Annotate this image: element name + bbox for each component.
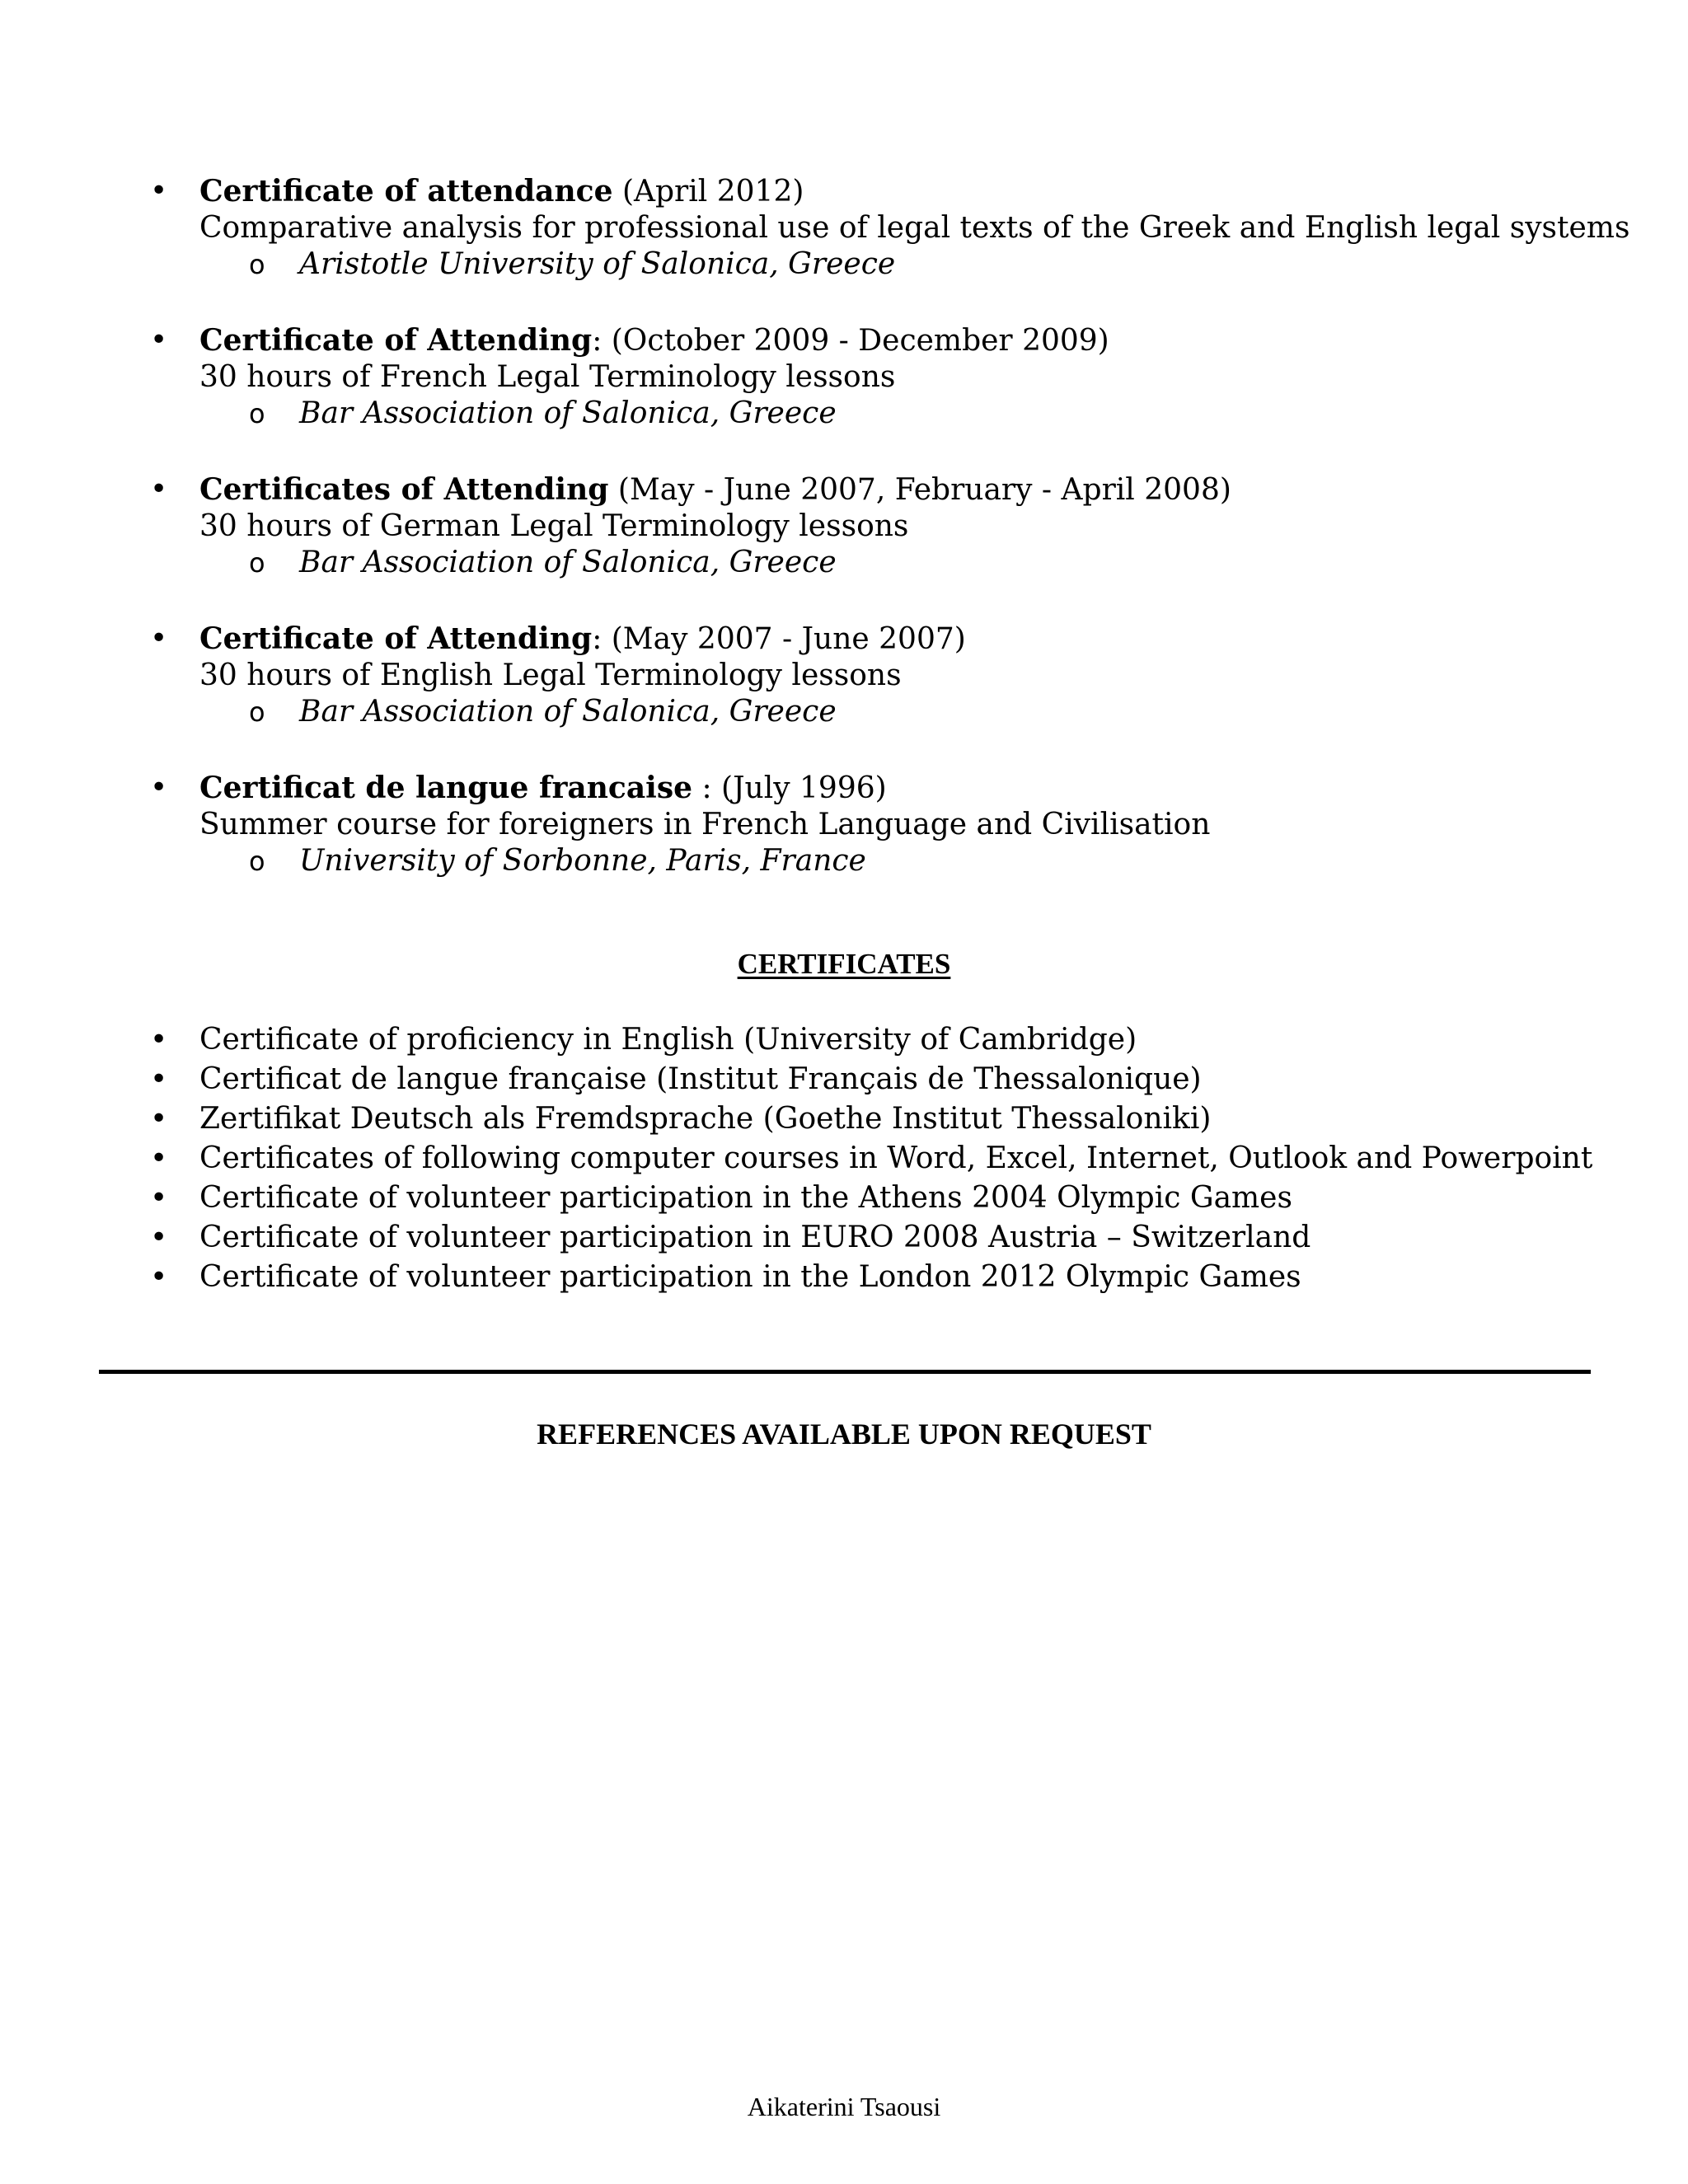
education-entry-date: : (May 2007 - June 2007): [592, 622, 966, 656]
bullet-icon: •: [150, 1260, 168, 1294]
certificate-item-text: Certificates of following computer courses in Word, Excel, Internet, Outlook and Powerpoint: [199, 1141, 1593, 1175]
education-entry-institution: Bar Association of Salonica, Greece: [299, 546, 837, 579]
education-entry-title: Certificate of Attending: [199, 323, 593, 358]
certificate-item: [147, 1099, 1663, 1139]
bullet-icon: •: [150, 1181, 168, 1215]
bullet-icon: •: [150, 174, 168, 208]
education-entry-institution-row: [199, 694, 1647, 730]
certificates-heading: CERTIFICATES: [737, 948, 951, 980]
education-entry-title: Certificate of Attending: [199, 621, 593, 656]
education-list: [147, 173, 1647, 919]
education-entry-title: Certificates of Attending: [199, 472, 609, 507]
bullet-icon: •: [150, 1102, 168, 1136]
certificate-item: [147, 1020, 1663, 1060]
certificate-item-text: Zertifikat Deutsch als Fremdsprache (Goethe Institut Thessaloniki): [199, 1102, 1212, 1136]
certificate-item-text: Certificate of volunteer participation in the London 2012 Olympic Games: [199, 1260, 1301, 1294]
certificate-item: [147, 1060, 1663, 1099]
sub-bullet-icon: o: [249, 547, 265, 579]
bullet-icon: •: [150, 621, 168, 655]
certificate-item: [147, 1258, 1663, 1297]
sub-bullet-icon: o: [249, 846, 265, 877]
bullet-icon: •: [150, 323, 168, 357]
education-entry-header: [199, 324, 1109, 358]
bullet-icon: •: [150, 771, 168, 804]
education-entry-header: [199, 771, 887, 805]
certificate-item-text: Certificate of volunteer participation in the Athens 2004 Olympic Games: [199, 1181, 1292, 1215]
education-entry-date: (May - June 2007, February - April 2008): [608, 473, 1231, 507]
sub-bullet-icon: o: [249, 249, 265, 280]
bullet-icon: •: [150, 1141, 168, 1175]
education-entry: [147, 173, 1647, 283]
education-entry-description: 30 hours of German Legal Terminology lessons: [199, 509, 909, 543]
certificates-list: [147, 1020, 1663, 1297]
education-entry-header: [199, 175, 804, 209]
education-entry-institution: University of Sorbonne, Paris, France: [299, 844, 866, 878]
education-entry-header: [199, 473, 1231, 507]
certificate-item: [147, 1179, 1663, 1218]
education-entry-description: Summer course for foreigners in French Language and Civilisation: [199, 808, 1211, 841]
certificate-item: [147, 1139, 1663, 1179]
education-entry: [147, 471, 1647, 581]
education-entry-institution: Bar Association of Salonica, Greece: [299, 695, 837, 729]
references-note: REFERENCES AVAILABLE UPON REQUEST: [537, 1418, 1151, 1451]
certificate-item-text: Certificate of proficiency in English (University of Cambridge): [199, 1023, 1137, 1057]
education-entry-institution-row: [199, 396, 1647, 432]
certificate-item-text: Certificate of volunteer participation in EURO 2008 Austria – Switzerland: [199, 1221, 1311, 1254]
bullet-icon: •: [150, 1023, 168, 1057]
education-entry-institution-row: [199, 843, 1647, 879]
education-entry: [147, 770, 1647, 879]
bullet-icon: •: [150, 1221, 168, 1254]
footer-name: Aikaterini Tsaousi: [747, 2092, 941, 2121]
education-entry-institution-row: [199, 246, 1647, 283]
certificate-item-text: Certificat de langue française (Institut Français de Thessalonique): [199, 1062, 1202, 1096]
sub-bullet-icon: o: [249, 398, 265, 429]
education-entry-date: : (October 2009 - December 2009): [592, 324, 1109, 358]
bullet-icon: •: [150, 1062, 168, 1096]
education-entry-title: Certificate of attendance: [199, 174, 613, 209]
horizontal-divider: [99, 1370, 1591, 1374]
education-entry-institution: Aristotle University of Salonica, Greece: [299, 247, 896, 281]
education-entry-institution-row: [199, 545, 1647, 581]
education-entry-header: [199, 622, 966, 656]
education-entry-date: (April 2012): [612, 175, 804, 209]
education-entry-description: 30 hours of French Legal Terminology lessons: [199, 360, 896, 394]
education-entry-date: : (July 1996): [692, 771, 887, 805]
education-entry-description: Comparative analysis for professional use of legal texts of the Greek and English legal systems: [199, 211, 1630, 245]
certificate-item: [147, 1218, 1663, 1258]
bullet-icon: •: [150, 472, 168, 506]
education-entry: [147, 322, 1647, 432]
education-entry-institution: Bar Association of Salonica, Greece: [299, 396, 837, 430]
education-entry-title: Certificat de langue francaise: [199, 771, 693, 805]
education-entry-description: 30 hours of English Legal Terminology lessons: [199, 658, 902, 692]
sub-bullet-icon: o: [249, 696, 265, 728]
education-entry: [147, 621, 1647, 730]
